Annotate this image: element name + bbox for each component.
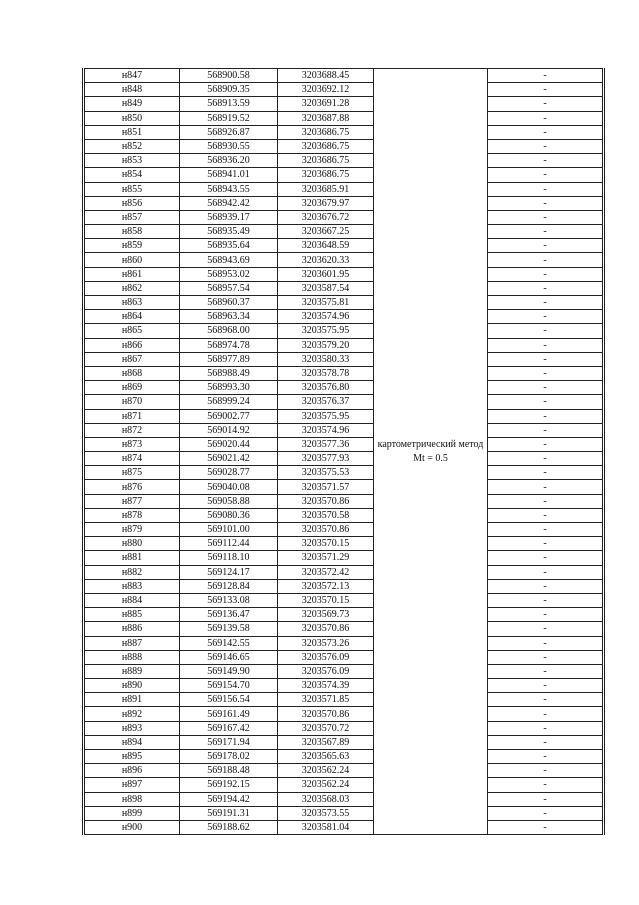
y-coordinate-cell: 3203571.57	[278, 480, 374, 494]
point-id-cell: н863	[84, 296, 180, 310]
dash-cell: -	[488, 579, 604, 593]
dash-cell: -	[488, 735, 604, 749]
dash-cell: -	[488, 452, 604, 466]
x-coordinate-cell: 568977.89	[180, 352, 278, 366]
point-id-cell: н881	[84, 551, 180, 565]
point-id-cell: н853	[84, 154, 180, 168]
y-coordinate-cell: 3203576.09	[278, 650, 374, 664]
y-coordinate-cell: 3203576.80	[278, 381, 374, 395]
point-id-cell: н895	[84, 750, 180, 764]
point-id-cell: н877	[84, 494, 180, 508]
y-coordinate-cell: 3203574.39	[278, 679, 374, 693]
table-row	[84, 579, 604, 593]
point-id-cell: н873	[84, 437, 180, 451]
dash-cell: -	[488, 97, 604, 111]
x-coordinate-cell: 568993.30	[180, 381, 278, 395]
dash-cell: -	[488, 196, 604, 210]
y-coordinate-cell: 3203601.95	[278, 267, 374, 281]
x-coordinate-cell: 568943.55	[180, 182, 278, 196]
dash-cell: -	[488, 664, 604, 678]
dash-cell: -	[488, 679, 604, 693]
x-coordinate-cell: 568930.55	[180, 139, 278, 153]
y-coordinate-cell: 3203574.96	[278, 310, 374, 324]
y-coordinate-cell: 3203570.86	[278, 523, 374, 537]
y-coordinate-cell: 3203587.54	[278, 281, 374, 295]
table-row	[84, 664, 604, 678]
y-coordinate-cell: 3203571.29	[278, 551, 374, 565]
coordinates-table	[82, 68, 605, 835]
table-row	[84, 508, 604, 522]
y-coordinate-cell: 3203571.85	[278, 693, 374, 707]
x-coordinate-cell: 568941.01	[180, 168, 278, 182]
x-coordinate-cell: 568960.37	[180, 296, 278, 310]
y-coordinate-cell: 3203562.24	[278, 778, 374, 792]
x-coordinate-cell: 569058.88	[180, 494, 278, 508]
y-coordinate-cell: 3203577.36	[278, 437, 374, 451]
x-coordinate-cell: 568968.00	[180, 324, 278, 338]
point-id-cell: н856	[84, 196, 180, 210]
point-id-cell: н891	[84, 693, 180, 707]
y-coordinate-cell: 3203567.89	[278, 735, 374, 749]
dash-cell: -	[488, 650, 604, 664]
dash-cell: -	[488, 508, 604, 522]
method-cell: картометрический метод Mt = 0.5	[374, 69, 488, 835]
x-coordinate-cell: 568900.58	[180, 69, 278, 83]
table-row	[84, 565, 604, 579]
point-id-cell: н848	[84, 83, 180, 97]
x-coordinate-cell: 568909.35	[180, 83, 278, 97]
x-coordinate-cell: 568935.64	[180, 239, 278, 253]
table-row	[84, 494, 604, 508]
x-coordinate-cell: 569101.00	[180, 523, 278, 537]
point-id-cell: н869	[84, 381, 180, 395]
point-id-cell: н889	[84, 664, 180, 678]
table-row	[84, 83, 604, 97]
dash-cell: -	[488, 778, 604, 792]
x-coordinate-cell: 569178.02	[180, 750, 278, 764]
table-row	[84, 622, 604, 636]
y-coordinate-cell: 3203577.93	[278, 452, 374, 466]
y-coordinate-cell: 3203572.13	[278, 579, 374, 593]
dash-cell: -	[488, 806, 604, 820]
point-id-cell: н874	[84, 452, 180, 466]
table-row	[84, 324, 604, 338]
table-row	[84, 466, 604, 480]
x-coordinate-cell: 568919.52	[180, 111, 278, 125]
y-coordinate-cell: 3203570.15	[278, 593, 374, 607]
y-coordinate-cell: 3203570.15	[278, 537, 374, 551]
x-coordinate-cell: 568943.69	[180, 253, 278, 267]
x-coordinate-cell: 568974.78	[180, 338, 278, 352]
dash-cell: -	[488, 437, 604, 451]
table-row	[84, 182, 604, 196]
dash-cell: -	[488, 381, 604, 395]
point-id-cell: н857	[84, 210, 180, 224]
dash-cell: -	[488, 608, 604, 622]
y-coordinate-cell: 3203568.03	[278, 792, 374, 806]
dash-cell: -	[488, 523, 604, 537]
dash-cell: -	[488, 239, 604, 253]
table-row	[84, 267, 604, 281]
table-row	[84, 168, 604, 182]
coordinates-table-body	[84, 69, 604, 835]
x-coordinate-cell: 569142.55	[180, 636, 278, 650]
table-row	[84, 296, 604, 310]
table-row	[84, 679, 604, 693]
table-row	[84, 196, 604, 210]
x-coordinate-cell: 569128.84	[180, 579, 278, 593]
point-id-cell: н892	[84, 707, 180, 721]
x-coordinate-cell: 569146.65	[180, 650, 278, 664]
y-coordinate-cell: 3203691.28	[278, 97, 374, 111]
y-coordinate-cell: 3203686.75	[278, 168, 374, 182]
y-coordinate-cell: 3203569.73	[278, 608, 374, 622]
y-coordinate-cell: 3203580.33	[278, 352, 374, 366]
y-coordinate-cell: 3203686.75	[278, 139, 374, 153]
table-row	[84, 352, 604, 366]
dash-cell: -	[488, 409, 604, 423]
point-id-cell: н854	[84, 168, 180, 182]
table-row	[84, 636, 604, 650]
x-coordinate-cell: 569002.77	[180, 409, 278, 423]
y-coordinate-cell: 3203576.37	[278, 395, 374, 409]
point-id-cell: н894	[84, 735, 180, 749]
x-coordinate-cell: 569192.15	[180, 778, 278, 792]
dash-cell: -	[488, 593, 604, 607]
table-row	[84, 338, 604, 352]
point-id-cell: н898	[84, 792, 180, 806]
dash-cell: -	[488, 820, 604, 834]
table-row	[84, 537, 604, 551]
table-row	[84, 125, 604, 139]
point-id-cell: н865	[84, 324, 180, 338]
y-coordinate-cell: 3203570.86	[278, 494, 374, 508]
point-id-cell: н883	[84, 579, 180, 593]
x-coordinate-cell: 569139.58	[180, 622, 278, 636]
x-coordinate-cell: 569167.42	[180, 721, 278, 735]
dash-cell: -	[488, 693, 604, 707]
y-coordinate-cell: 3203686.75	[278, 125, 374, 139]
table-row	[84, 225, 604, 239]
y-coordinate-cell: 3203562.24	[278, 764, 374, 778]
dash-cell: -	[488, 296, 604, 310]
dash-cell: -	[488, 267, 604, 281]
x-coordinate-cell: 569028.77	[180, 466, 278, 480]
point-id-cell: н879	[84, 523, 180, 537]
y-coordinate-cell: 3203570.72	[278, 721, 374, 735]
dash-cell: -	[488, 764, 604, 778]
dash-cell: -	[488, 423, 604, 437]
point-id-cell: н880	[84, 537, 180, 551]
dash-cell: -	[488, 707, 604, 721]
y-coordinate-cell: 3203620.33	[278, 253, 374, 267]
x-coordinate-cell: 569154.70	[180, 679, 278, 693]
table-row	[84, 69, 604, 83]
dash-cell: -	[488, 352, 604, 366]
x-coordinate-cell: 569188.62	[180, 820, 278, 834]
dash-cell: -	[488, 281, 604, 295]
dash-cell: -	[488, 537, 604, 551]
point-id-cell: н875	[84, 466, 180, 480]
dash-cell: -	[488, 636, 604, 650]
table-row	[84, 523, 604, 537]
point-id-cell: н884	[84, 593, 180, 607]
x-coordinate-cell: 568939.17	[180, 210, 278, 224]
y-coordinate-cell: 3203575.53	[278, 466, 374, 480]
x-coordinate-cell: 569191.31	[180, 806, 278, 820]
point-id-cell: н858	[84, 225, 180, 239]
dash-cell: -	[488, 310, 604, 324]
y-coordinate-cell: 3203573.26	[278, 636, 374, 650]
y-coordinate-cell: 3203573.55	[278, 806, 374, 820]
x-coordinate-cell: 569124.17	[180, 565, 278, 579]
x-coordinate-cell: 568913.59	[180, 97, 278, 111]
table-row	[84, 281, 604, 295]
x-coordinate-cell: 569040.08	[180, 480, 278, 494]
table-row	[84, 253, 604, 267]
point-id-cell: н886	[84, 622, 180, 636]
y-coordinate-cell: 3203570.86	[278, 707, 374, 721]
x-coordinate-cell: 568963.34	[180, 310, 278, 324]
y-coordinate-cell: 3203679.97	[278, 196, 374, 210]
table-row	[84, 239, 604, 253]
point-id-cell: н899	[84, 806, 180, 820]
dash-cell: -	[488, 551, 604, 565]
point-id-cell: н847	[84, 69, 180, 83]
x-coordinate-cell: 569149.90	[180, 664, 278, 678]
point-id-cell: н855	[84, 182, 180, 196]
dash-cell: -	[488, 721, 604, 735]
table-row	[84, 310, 604, 324]
x-coordinate-cell: 569133.08	[180, 593, 278, 607]
dash-cell: -	[488, 210, 604, 224]
dash-cell: -	[488, 366, 604, 380]
dash-cell: -	[488, 466, 604, 480]
table-row	[84, 750, 604, 764]
point-id-cell: н871	[84, 409, 180, 423]
y-coordinate-cell: 3203576.09	[278, 664, 374, 678]
dash-cell: -	[488, 565, 604, 579]
dash-cell: -	[488, 792, 604, 806]
table-row	[84, 97, 604, 111]
y-coordinate-cell: 3203572.42	[278, 565, 374, 579]
dash-cell: -	[488, 338, 604, 352]
point-id-cell: н862	[84, 281, 180, 295]
x-coordinate-cell: 569118.10	[180, 551, 278, 565]
point-id-cell: н861	[84, 267, 180, 281]
point-id-cell: н888	[84, 650, 180, 664]
point-id-cell: н896	[84, 764, 180, 778]
table-row	[84, 480, 604, 494]
x-coordinate-cell: 568953.02	[180, 267, 278, 281]
dash-cell: -	[488, 750, 604, 764]
point-id-cell: н872	[84, 423, 180, 437]
dash-cell: -	[488, 480, 604, 494]
y-coordinate-cell: 3203578.78	[278, 366, 374, 380]
x-coordinate-cell: 569156.54	[180, 693, 278, 707]
table-row	[84, 608, 604, 622]
y-coordinate-cell: 3203692.12	[278, 83, 374, 97]
y-coordinate-cell: 3203575.81	[278, 296, 374, 310]
dash-cell: -	[488, 622, 604, 636]
table-row	[84, 409, 604, 423]
y-coordinate-cell: 3203575.95	[278, 409, 374, 423]
y-coordinate-cell: 3203688.45	[278, 69, 374, 83]
dash-cell: -	[488, 182, 604, 196]
dash-cell: -	[488, 69, 604, 83]
y-coordinate-cell: 3203686.75	[278, 154, 374, 168]
point-id-cell: н849	[84, 97, 180, 111]
x-coordinate-cell: 569194.42	[180, 792, 278, 806]
point-id-cell: н860	[84, 253, 180, 267]
dash-cell: -	[488, 324, 604, 338]
dash-cell: -	[488, 154, 604, 168]
point-id-cell: н878	[84, 508, 180, 522]
point-id-cell: н890	[84, 679, 180, 693]
point-id-cell: н885	[84, 608, 180, 622]
point-id-cell: н864	[84, 310, 180, 324]
table-row	[84, 820, 604, 834]
table-row	[84, 452, 604, 466]
x-coordinate-cell: 569021.42	[180, 452, 278, 466]
point-id-cell: н882	[84, 565, 180, 579]
point-id-cell: н893	[84, 721, 180, 735]
table-row	[84, 210, 604, 224]
y-coordinate-cell: 3203581.04	[278, 820, 374, 834]
y-coordinate-cell: 3203570.86	[278, 622, 374, 636]
table-row	[84, 437, 604, 451]
dash-cell: -	[488, 168, 604, 182]
x-coordinate-cell: 569080.36	[180, 508, 278, 522]
point-id-cell: н851	[84, 125, 180, 139]
point-id-cell: н876	[84, 480, 180, 494]
dash-cell: -	[488, 494, 604, 508]
y-coordinate-cell: 3203565.63	[278, 750, 374, 764]
table-row	[84, 693, 604, 707]
point-id-cell: н859	[84, 239, 180, 253]
x-coordinate-cell: 568957.54	[180, 281, 278, 295]
table-row	[84, 593, 604, 607]
table-row	[84, 707, 604, 721]
table-row	[84, 735, 604, 749]
x-coordinate-cell: 569014.92	[180, 423, 278, 437]
table-row	[84, 792, 604, 806]
point-id-cell: н868	[84, 366, 180, 380]
y-coordinate-cell: 3203570.58	[278, 508, 374, 522]
table-row	[84, 111, 604, 125]
x-coordinate-cell: 569136.47	[180, 608, 278, 622]
x-coordinate-cell: 568942.42	[180, 196, 278, 210]
x-coordinate-cell: 569171.94	[180, 735, 278, 749]
point-id-cell: н900	[84, 820, 180, 834]
x-coordinate-cell: 568926.87	[180, 125, 278, 139]
table-row	[84, 650, 604, 664]
dash-cell: -	[488, 225, 604, 239]
y-coordinate-cell: 3203575.95	[278, 324, 374, 338]
point-id-cell: н870	[84, 395, 180, 409]
x-coordinate-cell: 569188.48	[180, 764, 278, 778]
y-coordinate-cell: 3203667.25	[278, 225, 374, 239]
x-coordinate-cell: 568935.49	[180, 225, 278, 239]
dash-cell: -	[488, 395, 604, 409]
y-coordinate-cell: 3203685.91	[278, 182, 374, 196]
point-id-cell: н852	[84, 139, 180, 153]
table-row	[84, 381, 604, 395]
dash-cell: -	[488, 111, 604, 125]
dash-cell: -	[488, 139, 604, 153]
y-coordinate-cell: 3203574.96	[278, 423, 374, 437]
table-row	[84, 154, 604, 168]
table-row	[84, 806, 604, 820]
table-row	[84, 366, 604, 380]
x-coordinate-cell: 568988.49	[180, 366, 278, 380]
table-row	[84, 551, 604, 565]
dash-cell: -	[488, 83, 604, 97]
y-coordinate-cell: 3203648.59	[278, 239, 374, 253]
x-coordinate-cell: 568999.24	[180, 395, 278, 409]
point-id-cell: н866	[84, 338, 180, 352]
table-row	[84, 778, 604, 792]
dash-cell: -	[488, 253, 604, 267]
x-coordinate-cell: 569112.44	[180, 537, 278, 551]
point-id-cell: н887	[84, 636, 180, 650]
table-row	[84, 395, 604, 409]
table-row	[84, 764, 604, 778]
x-coordinate-cell: 568936.20	[180, 154, 278, 168]
y-coordinate-cell: 3203579.20	[278, 338, 374, 352]
table-row	[84, 721, 604, 735]
x-coordinate-cell: 569161.49	[180, 707, 278, 721]
y-coordinate-cell: 3203687.88	[278, 111, 374, 125]
point-id-cell: н897	[84, 778, 180, 792]
table-row	[84, 139, 604, 153]
point-id-cell: н850	[84, 111, 180, 125]
x-coordinate-cell: 569020.44	[180, 437, 278, 451]
point-id-cell: н867	[84, 352, 180, 366]
y-coordinate-cell: 3203676.72	[278, 210, 374, 224]
table-row	[84, 423, 604, 437]
dash-cell: -	[488, 125, 604, 139]
